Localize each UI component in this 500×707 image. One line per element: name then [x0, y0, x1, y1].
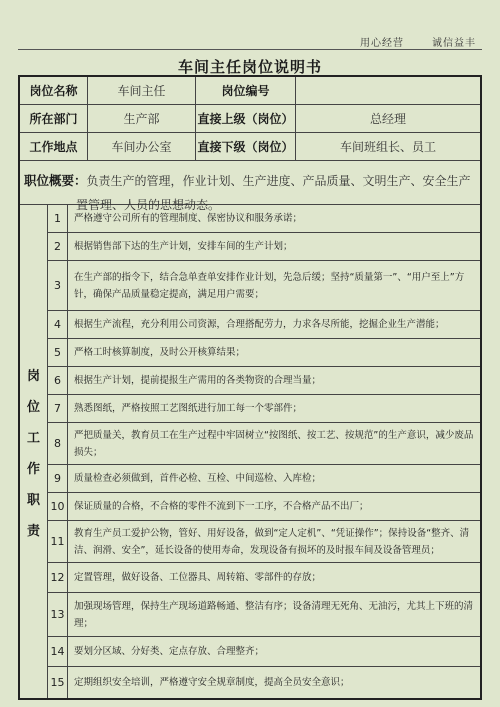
- duty-number: 6: [48, 367, 68, 394]
- duty-number: 14: [48, 637, 68, 666]
- duties-side-label: [20, 205, 48, 698]
- duties-label-char: 责: [26, 523, 40, 539]
- department-value: 生产部: [88, 105, 196, 132]
- duty-number: 9: [48, 465, 68, 492]
- duty-text: 要划分区域、分好类、定点存放、合理整齐；: [74, 646, 265, 657]
- duty-text: 质量检查必须做到，首件必检、互检、中间巡检、入库检；: [74, 473, 322, 484]
- document-title: 车间主任岗位说明书: [177, 58, 322, 76]
- header-motto: [360, 34, 476, 49]
- duty-text: 严把质量关，教育员工在生产过程中牢固树立“按图纸、按工艺、按规范”的生产意识，减少废品损失；: [74, 429, 474, 458]
- duty-text: 保证质量的合格，不合格的零件不流到下一工序，不合格产品不出厂；: [74, 501, 369, 512]
- info-row-location: [20, 133, 480, 161]
- position-overview: [20, 161, 480, 212]
- duty-text: 定置管理，做好设备、工位器具、周转箱、零部件的存放；: [74, 572, 322, 583]
- position-code-label: 岗位编号: [196, 77, 296, 104]
- header-rule: [18, 49, 482, 50]
- duty-text: 严格遵守公司所有的管理制度、保密协议和服务承诺；: [74, 213, 303, 224]
- duty-text: 定期组织安全培训，严格遵守安全规章制度，提高全员安全意识；: [74, 677, 350, 688]
- duties-label-char: 位: [26, 399, 40, 415]
- duty-text: 在生产部的指令下，结合急单查单安排作业计划，先急后缓；坚持“质量第一”、“用户至上”方针，确保产品质量稳定提高，满足用户需要；: [74, 271, 465, 300]
- duty-number: 2: [48, 233, 68, 260]
- duty-row: [48, 593, 480, 637]
- duty-row: [48, 521, 480, 563]
- duty-text: 根据销售部下达的生产计划，安排车间的生产计划；: [74, 241, 293, 252]
- superior-value: 总经理: [369, 112, 406, 126]
- duty-row: [48, 465, 480, 493]
- duty-number: 10: [48, 493, 68, 520]
- location-value: 车间办公室: [88, 133, 196, 160]
- duty-number: 5: [48, 339, 68, 366]
- position-name-label: 岗位名称: [20, 77, 88, 104]
- overview-label: 职位概要：: [24, 173, 87, 188]
- motto-left: 用心经营: [360, 38, 404, 49]
- duty-text: 严格工时核算制度，及时公开核算结果；: [74, 347, 246, 358]
- duty-text: 教育生产员工爱护公物，管好、用好设备，做到“定人定机”、“凭证操作”；保持设备“整齐、清洁、润滑、安全”，延长设备的使用寿命，发现设备有损坏的及时报车间及设备管理员；: [74, 527, 470, 556]
- subordinate-label: 直接下级（岗位）: [196, 133, 296, 160]
- motto-right: 诚信益丰: [432, 38, 476, 49]
- department-label: 所在部门: [20, 105, 88, 132]
- duty-number: 8: [48, 423, 68, 464]
- duty-row: [48, 637, 480, 667]
- job-description-table: [18, 75, 482, 700]
- duty-text: 加强现场管理，保持生产现场道路畅通、整洁有序；设备清理无死角、无油污，尤其上下班的清理；: [74, 600, 474, 629]
- duty-row: [48, 423, 480, 465]
- duty-number: 7: [48, 395, 68, 422]
- info-row-position: [20, 77, 480, 105]
- position-name-value: 车间主任: [88, 77, 196, 104]
- duties-label-char: 作: [26, 461, 40, 477]
- duty-row: [48, 667, 480, 698]
- duty-row: [48, 261, 480, 311]
- duties-label-char: 工: [26, 430, 40, 446]
- duties-label-char: 岗: [26, 368, 40, 384]
- duty-number: 13: [48, 593, 68, 636]
- info-row-department: [20, 105, 480, 133]
- duty-row: [48, 493, 480, 521]
- duty-number: 15: [48, 667, 68, 698]
- overview-text-line2: 置管理、人员的思想动态。: [76, 198, 221, 212]
- duty-number: 1: [48, 205, 68, 232]
- duties-label-char: 职: [26, 492, 40, 508]
- overview-text-line1: 负责生产的管理，作业计划、生产进度、产品质量、文明生产、安全生产: [86, 174, 471, 188]
- position-code-value: [296, 77, 480, 104]
- location-label: 工作地点: [20, 133, 88, 160]
- duty-row: [48, 233, 480, 261]
- duty-number: 4: [48, 311, 68, 338]
- duty-row: [48, 395, 480, 423]
- duty-text: 根据生产计划，提前提报生产需用的各类物资的合理当量；: [74, 375, 322, 386]
- duty-text: 根据生产流程，充分利用公司资源，合理搭配劳力，力求各尽所能，挖掘企业生产潜能；: [74, 319, 445, 330]
- duty-number: 12: [48, 563, 68, 592]
- duty-number: 3: [48, 261, 68, 310]
- duty-row: [48, 205, 480, 233]
- duty-row: [48, 563, 480, 593]
- superior-label: 直接上级（岗位）: [196, 105, 296, 132]
- duty-number: 11: [48, 521, 68, 562]
- subordinate-value: 车间班组长、员工: [339, 140, 436, 154]
- duty-row: [48, 311, 480, 339]
- duty-row: [48, 339, 480, 367]
- duty-row: [48, 367, 480, 395]
- duty-text: 熟悉图纸，严格按照工艺图纸进行加工每一个零部件；: [74, 403, 303, 414]
- duties-section: [20, 205, 480, 698]
